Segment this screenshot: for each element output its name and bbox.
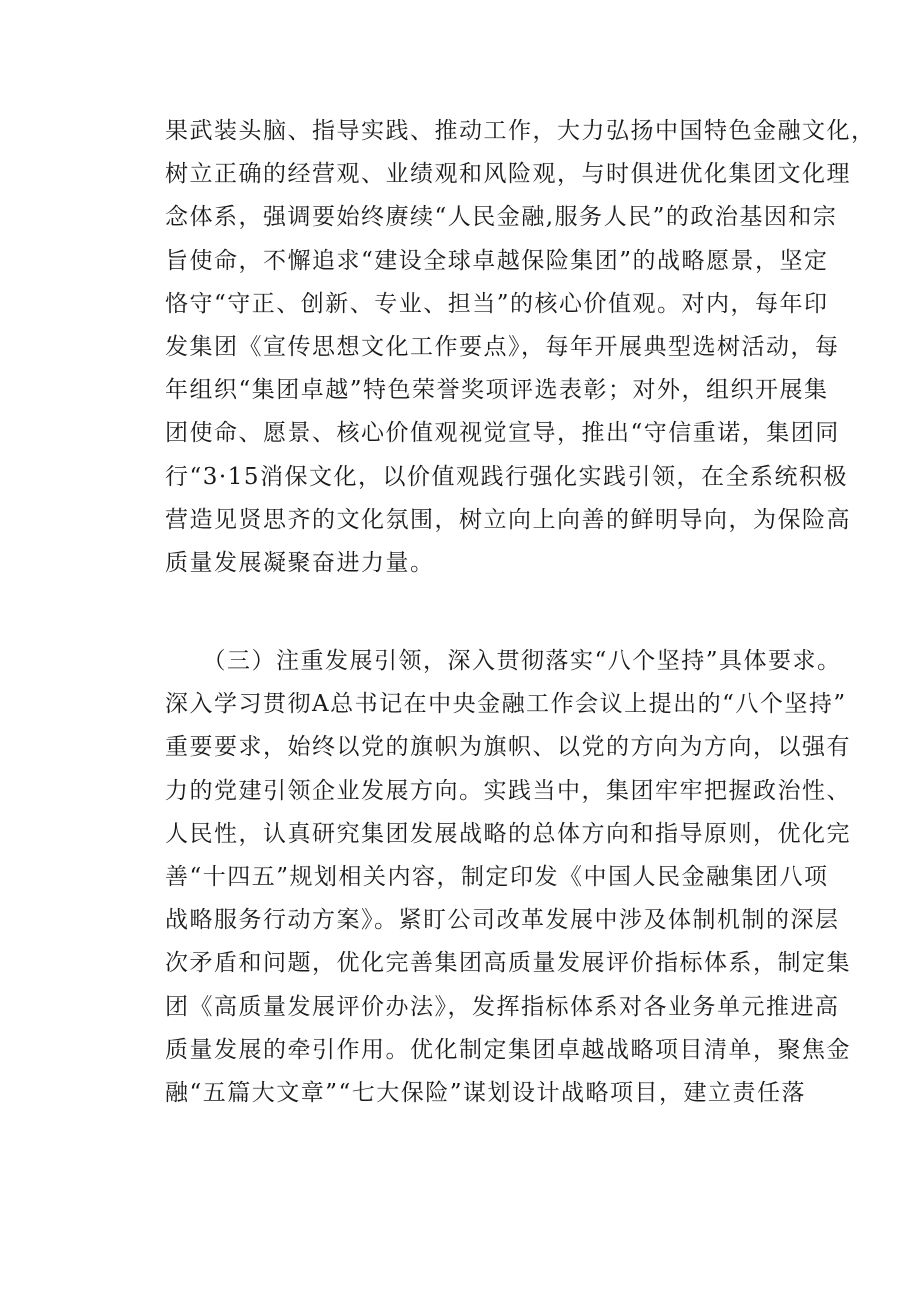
text-line: 善“十四五”规划相关内容，制定印发《中国人民金融集团八项 — [165, 863, 829, 890]
text-line: 次矛盾和问题，优化完善集团高质量发展评价指标体系，制定集 — [165, 950, 851, 977]
paragraph-culture — [165, 110, 876, 585]
text-line: 恪守“守正、创新、专业、担当”的核心价值观。对内，每年印 — [165, 290, 829, 317]
text-line: 重要要求，始终以党的旗帜为旗帜、以党的方向为方向，以强有 — [165, 734, 851, 761]
section-heading-line: （三）注重发展引领，深入贯彻落实“八个坚持”具体要求。 — [165, 648, 842, 674]
text-line: 战略服务行动方案》。紧盯公司改革发展中涉及体制机制的深层 — [165, 907, 840, 934]
text-line: 年组织“集团卓越”特色荣誉奖项评选表彰；对外，组织开展集 — [165, 377, 829, 404]
text-line: 融“五篇大文章”“七大保险”谋划设计战略项目，建立责任落 — [165, 1079, 807, 1106]
text-line: 念体系，强调要始终赓续“人民金融,服务人民”的政治基因和宗 — [165, 204, 838, 231]
text-line: 质量发展凝聚奋进力量。 — [165, 549, 435, 576]
text-line: 深入学习贯彻A总书记在中央金融工作会议上提出的“八个坚持” — [165, 691, 847, 718]
text-line: 团《高质量发展评价办法》，发挥指标体系对各业务单元推进高 — [165, 993, 840, 1020]
text-line: 团使命、愿景、核心价值观视觉宣导，推出“守信重诺，集团同 — [165, 420, 840, 447]
text-line: 人民性，认真研究集团发展战略的总体方向和指导原则，优化完 — [165, 820, 851, 847]
text-line: 果武装头脑、指导实践、推动工作，大力弘扬中国特色金融文化， — [165, 118, 876, 144]
text-line: 质量发展的牵引作用。优化制定集团卓越战略项目清单，聚焦金 — [165, 1036, 851, 1063]
text-line: 行“3·15消保文化，以价值观践行强化实践引领，在全系统积极 — [165, 463, 848, 490]
text-line: 发集团《宣传思想文化工作要点》，每年开展典型选树活动，每 — [165, 333, 840, 360]
text-line: 力的党建引领企业发展方向。实践当中，集团牢牢把握政治性、 — [165, 777, 851, 804]
paragraph-development-guidance — [165, 640, 851, 1115]
text-line: 营造见贤思齐的文化氛围，树立向上向善的鲜明导向，为保险高 — [165, 506, 851, 533]
text-line: 树立正确的经营观、业绩观和风险观，与时俱进优化集团文化理 — [165, 161, 851, 188]
text-line: 旨使命，不懈追求“建设全球卓越保险集团”的战略愿景，坚定 — [165, 247, 829, 274]
